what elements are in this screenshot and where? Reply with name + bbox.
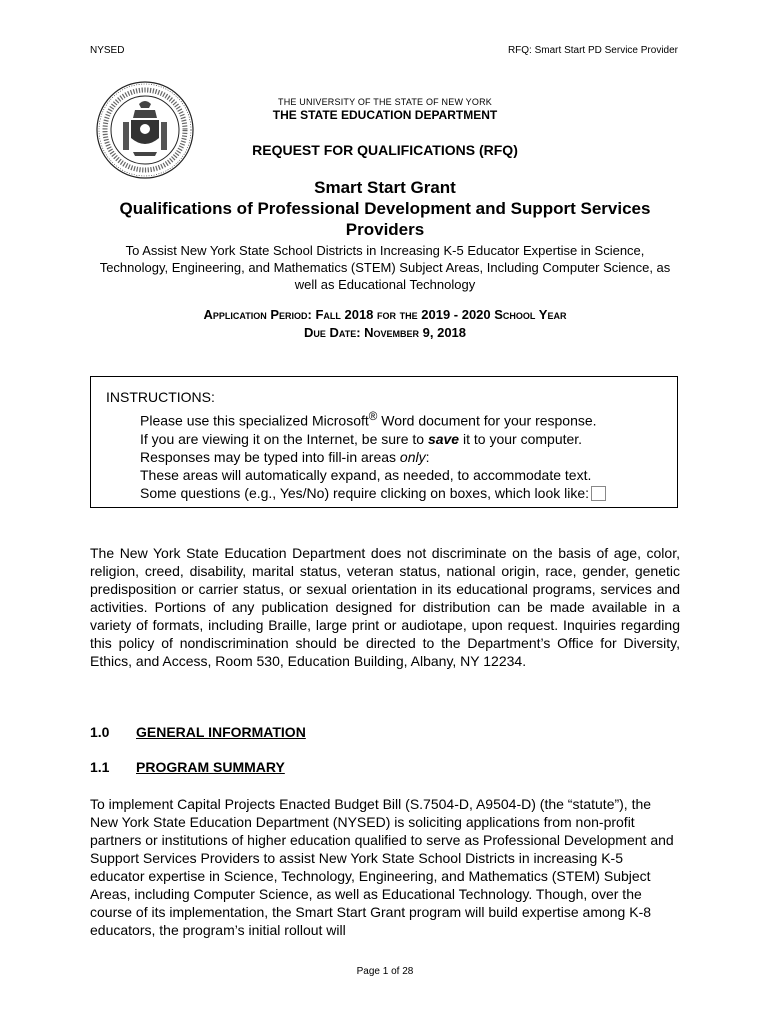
application-period: Application Period: Fall 2018 for the 2019 - 2020 School Year — [203, 307, 567, 322]
instruction-line-3: Responses may be typed into fill-in areas only: — [140, 448, 430, 465]
section-1-1-title: PROGRAM SUMMARY — [136, 759, 285, 775]
title-block — [90, 177, 680, 293]
section-1-title: GENERAL INFORMATION — [136, 724, 306, 740]
due-date: Due Date: November 9, 2018 — [303, 325, 467, 340]
instruction-line-1: Please use this specialized Microsoft® Word document for your response. — [140, 410, 597, 429]
section-1-heading — [90, 724, 306, 740]
section-1-1-heading — [90, 759, 285, 775]
header-left: NYSED — [90, 45, 125, 56]
instruction-line-2: If you are viewing it on the Internet, be sure to save it to your computer. — [140, 430, 583, 447]
instructions-box — [90, 376, 678, 508]
sample-checkbox[interactable] — [591, 486, 606, 501]
page-number: Page 1 of 28 — [356, 966, 414, 977]
header-right: RFQ: Smart Start PD Service Provider — [507, 45, 678, 56]
nys-seal-icon — [95, 80, 195, 180]
instruction-line-4: These areas will automatically expand, as needed, to accommodate text. — [140, 466, 592, 483]
department-name: THE STATE EDUCATION DEPARTMENT — [272, 108, 498, 122]
instruction-line-5: Some questions (e.g., Yes/No) require clicking on boxes, which look like: — [140, 484, 606, 502]
nondiscrimination-statement: The New York State Education Department does not discriminate on the basis of age, color, religion, creed, disability, marital status, veteran status, national origin, race, gender, genetic predisposition or carrier status, or sexual orientation in its educational programs, services and activities. Portions of any publication designed for distribution can be made available in a variety of formats, including Braille, large print or audiotape, upon request. Inquiries regarding this policy of nondiscrimination should be directed to the Department’s Office for Diversity, Ethics, and Access, Room 530, Education Building, Albany, NY 12234. — [90, 545, 680, 669]
program-summary-text: To implement Capital Projects Enacted Budget Bill (S.7504-D, A9504-D) (the “statute”), the New York State Education Department (NYSED) is soliciting applications from non-profit partners or institutions of higher education qualified to serve as Professional Development and Support Services Providers to assist New York State School Districts in increasing K-5 educator expertise in Science, Technology, Engineering, and Mathematics (STEM) Subject Areas, including Computer Science, as well as Educational Technology. Though, over the course of its implementation, the Smart Start Grant program will build expertise among K-8 educators, the program’s initial rollout will — [90, 796, 674, 938]
section-1-number: 1.0 — [90, 724, 110, 740]
title-line-2: Qualifications of Professional Development and Support Services Providers — [119, 199, 651, 239]
rfq-heading: REQUEST FOR QUALIFICATIONS (RFQ) — [252, 142, 518, 158]
instructions-lines — [140, 408, 606, 502]
section-1-1-number: 1.1 — [90, 759, 110, 775]
period-block — [0, 306, 770, 342]
subtitle: To Assist New York State School Districts in Increasing K-5 Educator Expertise in Science, Technology, Engineering, and Mathematics (STEM) Subject Areas, Including Computer Science, as well as Educational Technology — [99, 243, 671, 292]
title-line-1: Smart Start Grant — [314, 178, 456, 197]
university-name: THE UNIVERSITY OF THE STATE OF NEW YORK — [278, 97, 492, 107]
instructions-title: INSTRUCTIONS: — [106, 389, 215, 405]
